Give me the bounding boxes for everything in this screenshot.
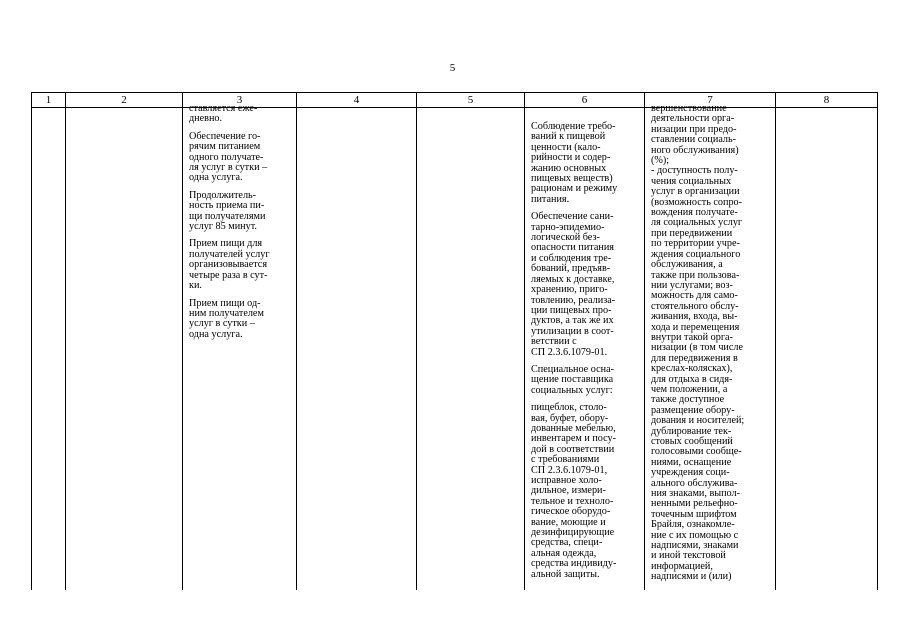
- standards-table: [31, 92, 878, 590]
- col3-paragraph: Прием пищи од- ним получателем услуг в сутки – одна услуга.: [189, 297, 264, 340]
- column-header-2: 2: [66, 93, 183, 108]
- col6-paragraph: Соблюдение требо- ваний к пищевой ценности (кало- рийности и содер- жанию основных пищевых веществ) рационам и режиму питания.: [531, 121, 618, 205]
- cell-col-2: [66, 108, 183, 590]
- table-row: [32, 108, 878, 590]
- cell-col-7: [645, 103, 776, 590]
- col3-paragraph: ставляется еже- дневно.: [189, 103, 258, 125]
- col6-paragraph: Специальное осна- щение поставщика социальных услуг:: [531, 363, 614, 396]
- cell-col-8: [776, 108, 878, 590]
- col6-paragraph: пищеблок, столо- вая, буфет, обору- дованные мебелью, инвентарем и посу- дой в соответствии с требованиями СП 2.3.6.1079-01, исправное холо- дильное, измери- тельное и техноло- гическое оборудо- вание, моющие и дезинфицирующие средства, специ- альная одежда, средства индивиду- альной защиты.: [531, 402, 617, 580]
- column-header-6: 6: [525, 93, 645, 108]
- column-header-5: 5: [417, 93, 525, 108]
- col3-paragraph: Обеспечение го- рячим питанием одного получате- ля услуг в сутки – одна услуга.: [189, 130, 268, 184]
- cell-col-4: [297, 108, 417, 590]
- column-header-7: 7: [645, 93, 776, 108]
- col3-paragraph: Прием пищи для получателей услуг организовывается четыре раза в сут- ки.: [189, 238, 270, 292]
- column-header-3: 3: [183, 93, 297, 108]
- col6-paragraph: Обеспечение сани- тарно-эпидемио- логической без- опасности питания и соблюдения тре- бований, предъяв- ляемых к доставке, хранению, приго- товлению, реализа- ции пищевых про- дуктов, а так же их утилизации в соот- ветствии с СП 2.3.6.1079-01.: [531, 211, 616, 358]
- page-number: 5: [449, 62, 456, 74]
- column-header-1: 1: [32, 93, 66, 108]
- cell-col-6: [525, 108, 645, 590]
- column-header-4: 4: [297, 93, 417, 108]
- col3-paragraph: Продолжитель- ность приема пи- щи получателями услуг 85 минут.: [189, 189, 266, 233]
- cell-col-3: [183, 103, 297, 590]
- column-header-8: 8: [776, 93, 878, 108]
- col7-paragraph: вершенствование деятельности орга- низации при предо- ставлении социаль- ного обслуживания) (%); - доступность полу- чения социальных услуг в организации (возможность сопро- вождения получате- ля социальных услуг при передвижении по территории учре- ждения социального обслуживания, а также при пользова- нии услугами; воз- можность для само- стоятельного обслу- живания, входа, вы- хода и перемещения внутри такой орга- низации (в том числе для передвижения в креслах-колясках), для отдыха в сидя- чем положении, а также доступное размещение обору- дования и носителей; дублирование тек- стовых сообщений голосовыми сообще- ниями, оснащение учреждения соци- ального обслужива- ния знаками, выпол- ненными рельефно- точечным шрифтом Брайля, ознакомле- ние с их помощью с надписями, знаками и иной текстовой информацией, надписями и (или): [651, 103, 745, 583]
- cell-col-1: [32, 108, 66, 590]
- cell-col-5: [417, 108, 525, 590]
